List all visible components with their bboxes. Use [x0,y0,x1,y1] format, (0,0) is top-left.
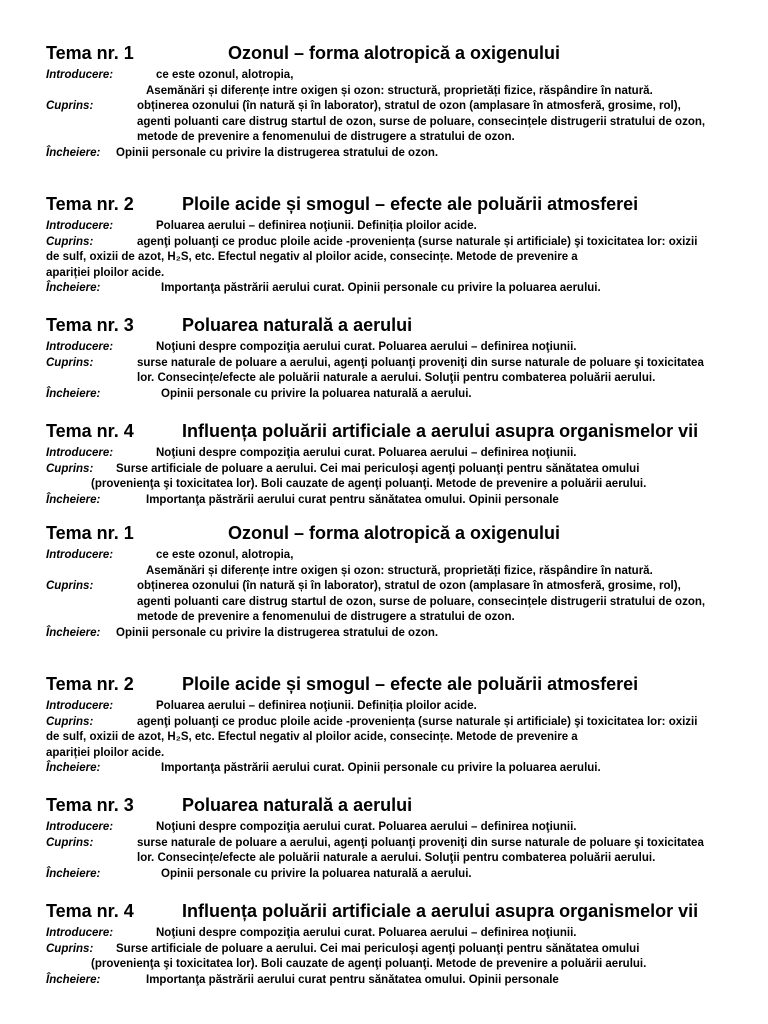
intro-text [46,548,746,579]
topic-section [46,420,746,508]
topic-section [46,794,746,882]
intro-line: Poluarea aerului – definirea noţiunii. Definiția ploilor acide. [156,700,477,712]
content-line: de sulf, oxizii de azot, H₂S, etc. Efectul negativ al ploilor acide, consecințe. Metode de prevenire a [46,251,578,263]
content-line: (provenienţa şi toxicitatea lor). Boli cauzate de agenţi poluanţi. Metode de prevenire a poluării aerului. [91,478,647,490]
intro-text [46,820,746,836]
content-line: metode de prevenire a fenomenului de distrugere a stratului de ozon. [137,611,515,623]
intro-section [46,340,746,356]
conclusion-label: Încheiere: [46,493,101,506]
content-line: surse naturale de poluare a aerului, agenţi poluanţi proveniţi din surse naturale de poluare şi toxicitatea [137,836,704,849]
intro-section [46,446,746,462]
topic-heading [46,420,746,446]
intro-line: Noţiuni despre compoziţia aerului curat. Poluarea aerului – definirea noţiunii. [156,927,577,939]
content-line: obținerea ozonului (în natură și în laborator), stratul de ozon (amplasare în atmosferă, grosime, rol), [137,580,681,592]
conclusion-text [46,281,746,297]
content-line: lor. Consecințe/efecte ale poluării naturale a aerului. Soluţii pentru combaterea poluării aerului. [137,372,656,384]
conclusion-label: Încheiere: [46,146,101,159]
content-line: metode de prevenire a fenomenului de distrugere a stratului de ozon. [137,131,515,143]
content-text [46,462,746,493]
content-text [46,836,746,867]
intro-section [46,219,746,235]
intro-line: Noţiuni despre compoziţia aerului curat. Poluarea aerului – definirea noţiunii. [156,821,577,833]
intro-line: Noţiuni despre compoziţia aerului curat. Poluarea aerului – definirea noţiunii. [156,341,577,353]
intro-label: Introducere: [46,549,114,561]
topic-title: Ozonul – forma alotropică a oxigenului [228,523,561,543]
intro-line: Asemănări și diferențe intre oxigen și ozon: structură, proprietăți fizice, răspândire în natură. [146,84,653,97]
content-line: (provenienţa şi toxicitatea lor). Boli cauzate de agenţi poluanţi. Metode de prevenire a poluării aerului. [91,958,647,970]
conclusion-label: Încheiere: [46,867,101,880]
content-text [46,579,746,626]
content-section [46,99,746,146]
intro-label: Introducere: [46,220,114,232]
topic-title: Ploile acide și smogul – efecte ale poluării atmosferei [182,674,639,694]
conclusion-text [46,493,746,509]
content-line: agenti poluanti care distrug startul de ozon, surse de poluare, consecințele distrugerii stratului de ozon, [137,115,706,128]
conclusion-section [46,973,746,989]
topic-title: Poluarea naturală a aerului [182,795,413,815]
intro-line: Poluarea aerului – definirea noţiunii. Definiția ploilor acide. [156,220,477,232]
conclusion-label: Încheiere: [46,762,101,774]
intro-line: Noţiuni despre compoziţia aerului curat. Poluarea aerului – definirea noţiunii. [156,447,577,459]
content-text [46,942,746,973]
conclusion-line: Opinii personale cu privire la poluarea naturală a aerului. [161,387,472,400]
topic-section [46,314,746,402]
content-line: Surse artificiale de poluare a aerului. Cei mai periculoşi agenţi poluanţi pentru sănătatea omului [116,462,640,475]
intro-text [46,68,746,99]
content-line: surse naturale de poluare a aerului, agenţi poluanţi proveniţi din surse naturale de poluare şi toxicitatea [137,356,704,369]
intro-section [46,926,746,942]
conclusion-section [46,626,746,642]
content-line: Surse artificiale de poluare a aerului. Cei mai periculoşi agenţi poluanţi pentru sănătatea omului [116,942,640,955]
intro-text [46,340,746,356]
intro-section [46,548,746,579]
content-text [46,356,746,387]
topic-number: Tema nr. 1 [46,523,134,543]
content-label: Cuprins: [46,942,94,955]
intro-text [46,926,746,942]
topic-number: Tema nr. 1 [46,43,134,63]
intro-section [46,820,746,836]
intro-label: Introducere: [46,700,114,712]
topic-section [46,673,746,777]
content-section [46,579,746,626]
content-line: obținerea ozonului (în natură și în laborator), stratul de ozon (amplasare în atmosferă, grosime, rol), [137,100,681,112]
conclusion-label: Încheiere: [46,387,101,400]
content-section [46,235,746,282]
intro-text [46,219,746,235]
conclusion-text [46,146,746,162]
content-section [46,942,746,973]
content-label: Cuprins: [46,235,94,248]
content-text [46,235,746,282]
content-line: apariției ploilor acide. [46,746,165,759]
topic-title: Influența poluării artificiale a aerului asupra organismelor vii [182,901,699,921]
conclusion-section [46,867,746,883]
intro-label: Introducere: [46,821,114,833]
topic-title: Influența poluării artificiale a aerului asupra organismelor vii [182,421,699,441]
conclusion-line: Importanţa păstrării aerului curat pentru sănătatea omului. Opinii personale [146,493,559,506]
conclusion-text [46,867,746,883]
conclusion-section [46,493,746,509]
conclusion-text [46,387,746,403]
topic-number: Tema nr. 2 [46,674,134,694]
content-text [46,715,746,762]
content-line: de sulf, oxizii de azot, H₂S, etc. Efectul negativ al ploilor acide, consecințe. Metode de prevenire a [46,731,578,743]
intro-section [46,699,746,715]
content-line: agenţi poluanţi ce produc ploile acide -proveniența (surse naturale și artificiale) şi toxicitatea lor: oxizii [137,235,698,248]
topic-heading [46,314,746,340]
topic-heading [46,193,746,219]
conclusion-label: Încheiere: [46,973,101,986]
content-section [46,356,746,387]
content-line: lor. Consecințe/efecte ale poluării naturale a aerului. Soluţii pentru combaterea poluării aerului. [137,852,656,864]
conclusion-line: Opinii personale cu privire la poluarea naturală a aerului. [161,867,472,880]
intro-section [46,68,746,99]
topic-heading [46,900,746,926]
content-section [46,836,746,867]
intro-label: Introducere: [46,447,114,459]
content-label: Cuprins: [46,836,94,849]
conclusion-text [46,973,746,989]
topic-number: Tema nr. 3 [46,795,134,815]
topic-heading [46,673,746,699]
intro-line: ce este ozonul, alotropia, [156,69,294,81]
intro-text [46,446,746,462]
intro-label: Introducere: [46,69,114,81]
topic-section [46,522,746,641]
topic-number: Tema nr. 3 [46,315,134,335]
conclusion-section [46,387,746,403]
conclusion-line: Opinii personale cu privire la distrugerea stratului de ozon. [116,626,439,639]
topic-title: Poluarea naturală a aerului [182,315,413,335]
topic-number: Tema nr. 2 [46,194,134,214]
content-section [46,462,746,493]
content-line: agenti poluanti care distrug startul de ozon, surse de poluare, consecințele distrugerii stratului de ozon, [137,595,706,608]
conclusion-line: Importanţa păstrării aerului curat. Opinii personale cu privire la poluarea aerului. [161,762,601,774]
topic-number: Tema nr. 4 [46,421,134,441]
conclusion-section [46,281,746,297]
conclusion-text [46,761,746,777]
intro-line: ce este ozonul, alotropia, [156,549,294,561]
conclusion-label: Încheiere: [46,282,101,294]
topic-title: Ploile acide și smogul – efecte ale poluării atmosferei [182,194,639,214]
topic-section [46,42,746,161]
content-section [46,715,746,762]
content-line: apariției ploilor acide. [46,266,165,279]
content-label: Cuprins: [46,580,94,592]
intro-line: Asemănări și diferențe intre oxigen și ozon: structură, proprietăți fizice, răspândire în natură. [146,564,653,577]
content-label: Cuprins: [46,100,94,112]
intro-text [46,699,746,715]
conclusion-line: Opinii personale cu privire la distrugerea stratului de ozon. [116,146,439,159]
topic-heading [46,522,746,548]
topic-title: Ozonul – forma alotropică a oxigenului [228,43,561,63]
conclusion-section [46,761,746,777]
conclusion-line: Importanţa păstrării aerului curat. Opinii personale cu privire la poluarea aerului. [161,282,601,294]
topic-heading [46,42,746,68]
intro-label: Introducere: [46,341,114,353]
topic-section [46,193,746,297]
content-text [46,99,746,146]
intro-label: Introducere: [46,927,114,939]
content-label: Cuprins: [46,356,94,369]
topic-section [46,900,746,988]
content-label: Cuprins: [46,462,94,475]
content-label: Cuprins: [46,715,94,728]
conclusion-label: Încheiere: [46,626,101,639]
content-line: agenţi poluanţi ce produc ploile acide -proveniența (surse naturale și artificiale) şi toxicitatea lor: oxizii [137,715,698,728]
conclusion-section [46,146,746,162]
topic-number: Tema nr. 4 [46,901,134,921]
conclusion-text [46,626,746,642]
topic-heading [46,794,746,820]
conclusion-line: Importanţa păstrării aerului curat pentru sănătatea omului. Opinii personale [146,973,559,986]
